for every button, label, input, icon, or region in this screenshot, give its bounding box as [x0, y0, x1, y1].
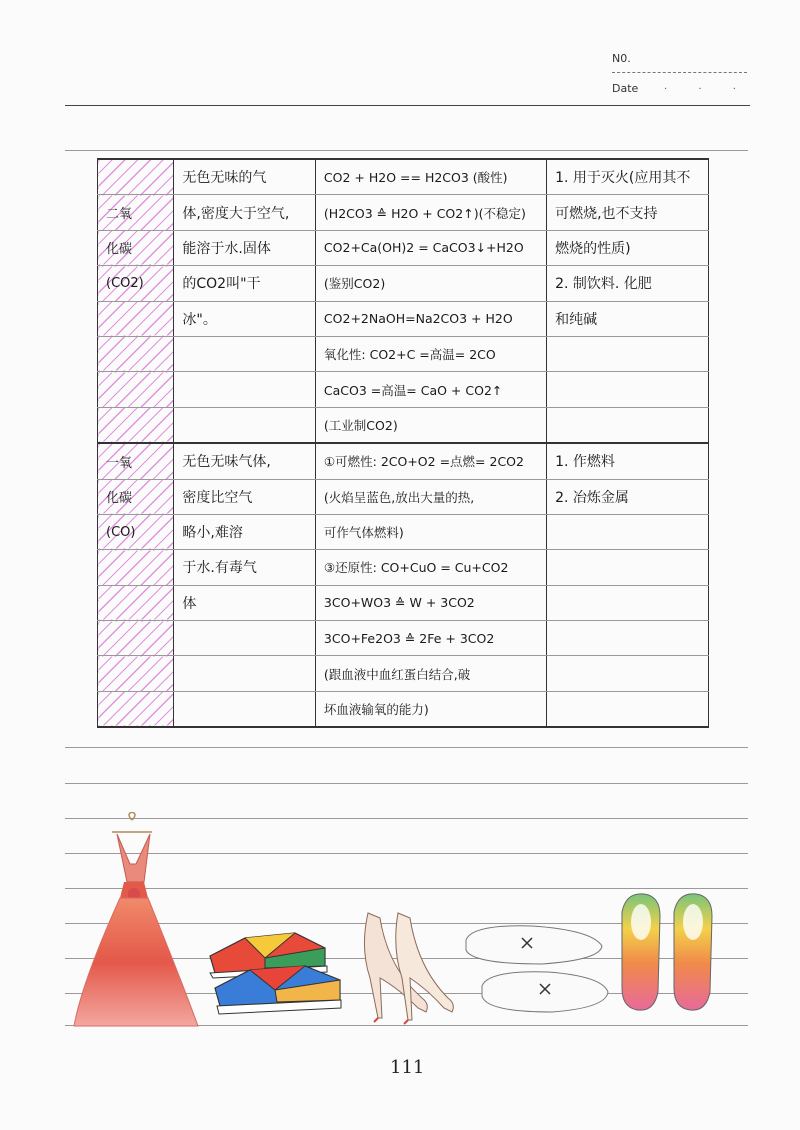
dress-icon — [72, 812, 202, 1030]
table-row — [98, 691, 709, 727]
property-cell — [174, 656, 316, 691]
table-row — [98, 621, 709, 656]
substance-name-cell — [98, 407, 174, 443]
substance-name-cell: 二氧 — [98, 195, 174, 230]
use-cell: 可燃烧,也不支持 — [547, 195, 709, 230]
use-cell — [547, 656, 709, 691]
substance-name-cell — [98, 372, 174, 407]
date-dots: · · · — [664, 84, 750, 95]
chemical-property-cell: (火焰呈蓝色,放出大量的热, — [315, 479, 546, 514]
chemical-property-cell: (鉴别CO2) — [315, 266, 546, 301]
date-label: Date — [612, 82, 639, 95]
property-cell: 略小,难溶 — [174, 514, 316, 549]
substance-name-cell — [98, 585, 174, 620]
use-cell: 1. 用于灭火(应用其不 — [547, 159, 709, 195]
substance-name-cell: (CO) — [98, 514, 174, 549]
table-row — [98, 585, 709, 620]
page-number: 111 — [390, 1057, 425, 1078]
table-row — [98, 195, 709, 230]
table-row — [98, 407, 709, 443]
use-cell: 1. 作燃料 — [547, 443, 709, 479]
substance-name-cell — [98, 691, 174, 727]
substance-name-cell: 化碳 — [98, 479, 174, 514]
use-cell — [547, 550, 709, 585]
property-cell — [174, 691, 316, 727]
property-cell — [174, 372, 316, 407]
substance-name-cell — [98, 656, 174, 691]
co2-section — [98, 159, 709, 443]
table-row — [98, 479, 709, 514]
use-cell — [547, 621, 709, 656]
property-cell: 的CO2叫"干 — [174, 266, 316, 301]
no-line — [612, 52, 752, 82]
use-cell — [547, 585, 709, 620]
chemical-property-cell: (工业制CO2) — [315, 407, 546, 443]
table-row — [98, 230, 709, 265]
substance-name-cell — [98, 621, 174, 656]
use-cell: 2. 冶炼金属 — [547, 479, 709, 514]
no-label: N0. — [612, 52, 631, 65]
table-row — [98, 159, 709, 195]
notes-table — [97, 158, 709, 728]
table-row — [98, 336, 709, 371]
ruled-line — [65, 747, 748, 748]
date-line — [612, 82, 752, 112]
table-row — [98, 443, 709, 479]
substance-name-cell — [98, 301, 174, 336]
property-cell: 无色无味的气 — [174, 159, 316, 195]
chemical-property-cell: (跟血液中血红蛋白结合,破 — [315, 656, 546, 691]
property-cell: 于水.有毒气 — [174, 550, 316, 585]
use-cell: 燃烧的性质) — [547, 230, 709, 265]
substance-name-cell — [98, 336, 174, 371]
chemical-property-cell: 坏血液输氧的能力) — [315, 691, 546, 727]
use-cell: 2. 制饮料. 化肥 — [547, 266, 709, 301]
high-heels-icon — [358, 908, 458, 1028]
loafers-icon — [462, 920, 612, 1024]
use-cell — [547, 407, 709, 443]
co-section — [98, 443, 709, 727]
property-cell: 密度比空气 — [174, 479, 316, 514]
chemical-property-cell: CO2 + H2O == H2CO3 (酸性) — [315, 159, 546, 195]
rainbow-sneakers-icon — [614, 892, 724, 1022]
chemical-property-cell: 氧化性: CO2+C =高温= 2CO — [315, 336, 546, 371]
use-cell — [547, 336, 709, 371]
property-cell: 冰"。 — [174, 301, 316, 336]
table-row — [98, 372, 709, 407]
chemical-property-cell: CO2+2NaOH=Na2CO3 + H2O — [315, 301, 546, 336]
chemical-property-cell: CaCO3 =高温= CaO + CO2↑ — [315, 372, 546, 407]
chemical-property-cell: ①可燃性: 2CO+O2 =点燃= 2CO2 — [315, 443, 546, 479]
property-cell: 无色无味气体, — [174, 443, 316, 479]
substance-name-cell: 化碳 — [98, 230, 174, 265]
chemical-property-cell: ③还原性: CO+CuO = Cu+CO2 — [315, 550, 546, 585]
ruled-line — [65, 783, 748, 784]
chemical-property-cell: 可作气体燃料) — [315, 514, 546, 549]
chemical-property-cell: 3CO+Fe2O3 ≙ 2Fe + 3CO2 — [315, 621, 546, 656]
property-cell — [174, 407, 316, 443]
property-cell: 体,密度大于空气, — [174, 195, 316, 230]
substance-name-cell: 一氧 — [98, 443, 174, 479]
property-cell — [174, 621, 316, 656]
use-cell — [547, 372, 709, 407]
substance-name-cell: (CO2) — [98, 266, 174, 301]
property-cell — [174, 336, 316, 371]
chemical-property-cell: 3CO+WO3 ≙ W + 3CO2 — [315, 585, 546, 620]
chemical-property-cell: CO2+Ca(OH)2 = CaCO3↓+H2O — [315, 230, 546, 265]
substance-name-cell — [98, 550, 174, 585]
table-row — [98, 266, 709, 301]
property-cell: 能溶于水.固体 — [174, 230, 316, 265]
sneakers-icon — [205, 918, 345, 1018]
substance-name-cell — [98, 159, 174, 195]
table-row — [98, 656, 709, 691]
table-row — [98, 550, 709, 585]
no-dotted-line — [612, 72, 747, 73]
header-meta — [612, 52, 752, 112]
table-row — [98, 301, 709, 336]
chemical-property-cell: (H2CO3 ≙ H2O + CO2↑)(不稳定) — [315, 195, 546, 230]
ruled-line — [65, 150, 748, 151]
table-row — [98, 514, 709, 549]
property-cell: 体 — [174, 585, 316, 620]
use-cell — [547, 514, 709, 549]
use-cell — [547, 691, 709, 727]
top-rule — [65, 105, 750, 106]
use-cell: 和纯碱 — [547, 301, 709, 336]
